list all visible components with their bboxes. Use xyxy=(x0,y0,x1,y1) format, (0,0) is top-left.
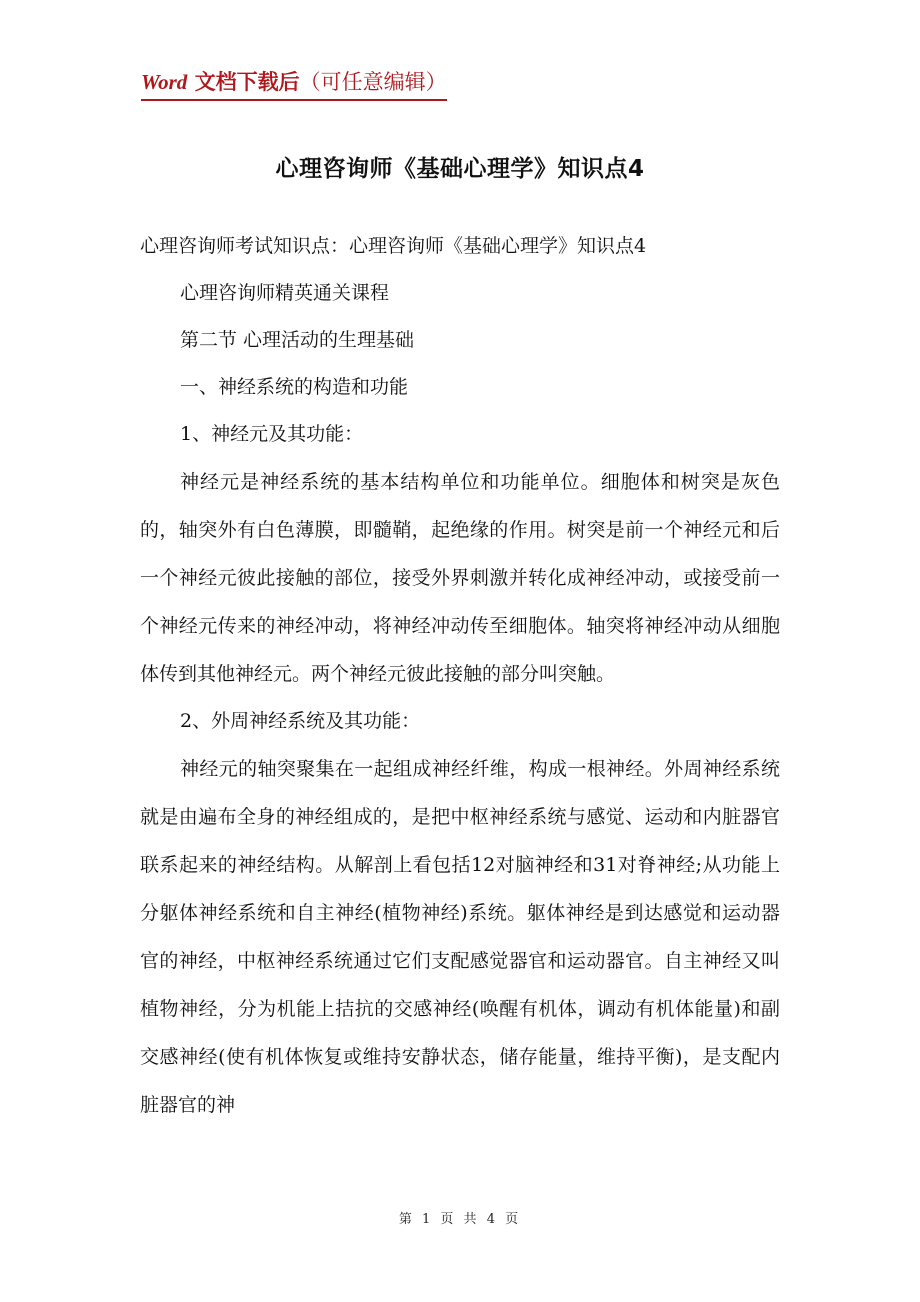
download-banner xyxy=(141,66,447,101)
subheading-peripheral: 2、外周神经系统及其功能： xyxy=(180,710,421,732)
banner-download-text: 文档下载后 xyxy=(187,70,300,94)
subheading-neuron: 1、神经元及其功能： xyxy=(180,423,364,445)
neuron-paragraph: 神经元是神经系统的基本结构单位和功能单位。细胞体和树突是灰色的，轴突外有白色薄膜，即髓鞘，起绝缘的作用。树突是前一个神经元和后一个神经元彼此接触的部位，接受外界刺激并转化成神经冲动，或接受前一个神经元传来的神经冲动，将神经冲动传至细胞体。轴突将神经冲动从细胞体传到其他神经元。两个神经元彼此接触的部分叫突触。 xyxy=(140,471,780,685)
banner-editable-text: （可任意编辑） xyxy=(299,70,447,94)
page-footer: 第 1 页 共 4 页 xyxy=(398,1212,522,1227)
document-title: 心理咨询师《基础心理学》知识点4 xyxy=(275,156,645,182)
heading-nervous-system: 一、神经系统的构造和功能 xyxy=(180,376,409,398)
section-heading: 第二节 心理活动的生理基础 xyxy=(180,329,415,351)
course-line: 心理咨询师精英通关课程 xyxy=(180,282,390,304)
banner-word: Word xyxy=(141,70,188,94)
peripheral-paragraph: 神经元的轴突聚集在一起组成神经纤维，构成一根神经。外周神经系统就是由遍布全身的神经组成的，是把中枢神经系统与感觉、运动和内脏器官联系起来的神经结构。从解剖上看包括12对脑神经和31对脊神经;从功能上分躯体神经系统和自主神经(植物神经)系统。躯体神经是到达感觉和运动器官的神经，中枢神经系统通过它们支配感觉器官和运动器官。自主神经又叫植物神经，分为机能上拮抗的交感神经(唤醒有机体，调动有机体能量)和副交感神经(使有机体恢复或维持安静状态，储存能量，维持平衡)，是支配内脏器官的神 xyxy=(140,758,780,1116)
document-body xyxy=(140,230,780,1129)
intro-paragraph: 心理咨询师考试知识点：心理咨询师《基础心理学》知识点4 xyxy=(140,235,647,257)
